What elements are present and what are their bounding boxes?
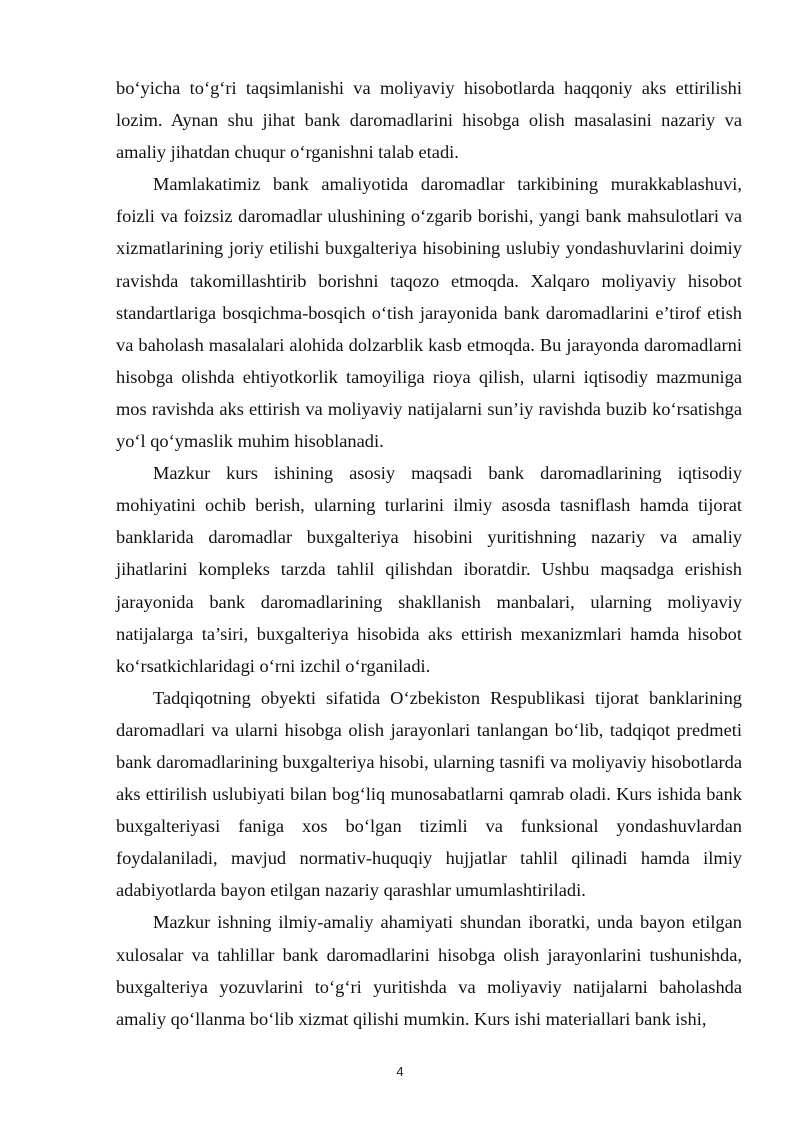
page-number: 4 — [396, 1064, 404, 1079]
document-body — [116, 72, 742, 1035]
paragraph-object-subject: Tadqiqotning obyekti sifatida O‘zbekiston Respublikasi tijorat banklarining daromadlari va ularni hisobga olish jarayonlari tanlangan bo‘lib, tadqiqot predmeti bank daromadlarining buxgalteriya hisobi, ularning tasnifi va moliyaviy hisobotlarda aks ettirilish uslubiyati bilan bog‘liq munosabatlarni qamrab oladi. Kurs ishida bank buxgalteriyasi faniga xos bo‘lgan tizimli va funksional yondashuvlardan foydalaniladi, mavjud normativ-huquqiy hujjatlar tahlil qilinadi hamda ilmiy adabiyotlarda bayon etilgan nazariy qarashlar umumlashtiriladi. — [116, 687, 742, 901]
paragraph-goal: Mazkur kurs ishining asosiy maqsadi bank daromadlarining iqtisodiy mohiyatini ochib berish, ularning turlarini ilmiy asosda tasniflash hamda tijorat banklarida daromadlar buxgalteriya hisobini yuritishning nazariy va amaliy jihatlarini kompleks tarzda tahlil qilishdan iboratdir. Ushbu maqsadga erishish jarayonida bank daromadlarining shakllanish manbalari, ularning moliyaviy natijalarga ta’siri, buxgalteriya hisobida aks ettirish mexanizmlari hamda hisobot ko‘rsatkichlaridagi o‘rni izchil o‘rganiladi. — [116, 463, 742, 676]
paragraph-continuation: bo‘yicha to‘g‘ri taqsimlanishi va moliyaviy hisobotlarda haqqoniy aks ettirilishi lozim. Aynan shu jihat bank daromadlarini hisobga olish masalasini nazariy va amaliy jihatdan chuqur o‘rganishni talab etadi. — [116, 78, 742, 163]
paragraph-significance: Mazkur ishning ilmiy-amaliy ahamiyati shundan iboratki, unda bayon etilgan xulosalar va tahlillar bank daromadlarini hisobga olish jarayonlarini tushunishda, buxgalteriya yozuvlarini to‘g‘ri yuritishda va moliyaviy natijalarni baholashda amaliy qo‘llanma bo‘lib xizmat qilishi mumkin. Kurs ishi materiallari bank ishi, — [116, 912, 742, 1029]
paragraph-relevance: Mamlakatimiz bank amaliyotida daromadlar tarkibining murakkablashuvi, foizli va foizsiz daromadlar ulushining o‘zgarib borishi, yangi bank mahsulotlari va xizmatlarining joriy etilishi buxgalteriya hisobining uslubiy yondashuvlarini doimiy ravishda takomillashtirib borishni taqozo etmoqda. Xalqaro moliyaviy hisobot standartlariga bosqichma-bosqich o‘tish jarayonida bank daromadlarini e’tirof etish va baholash masalalari alohida dolzarblik kasb etmoqda. Bu jarayonda daromadlarni hisobga olishda ehtiyotkorlik tamoyiliga rioya qilish, ularni iqtisodiy mazmuniga mos ravishda aks ettirish va moliyaviy natijalarni sun’iy ravishda buzib ko‘rsatishga yo‘l qo‘ymaslik muhim hisoblanadi. — [116, 174, 742, 452]
